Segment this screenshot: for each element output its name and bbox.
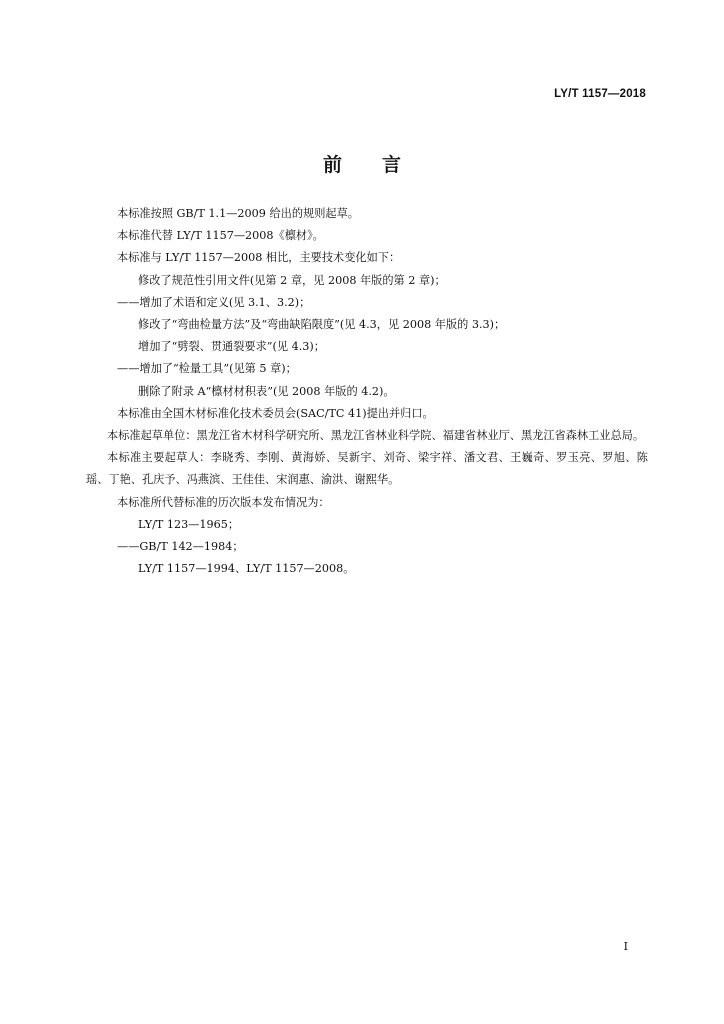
- change-item: ——增加了“检量工具”(见第 5 章)；: [117, 362, 297, 376]
- paragraph-history-intro: 本标准所代替标准的历次版本发布情况为：: [117, 495, 330, 509]
- change-item: ——增加了术语和定义(见 3.1、3.2)；: [117, 295, 311, 309]
- paragraph-replaces: 本标准代替 LY/T 1157—2008《檩材》。: [117, 229, 324, 243]
- paragraph-drafting-rules: 本标准按照 GB/T 1.1—2009 给出的规则起草。: [117, 207, 359, 220]
- title-char-1: 前: [322, 154, 342, 176]
- paragraph-drafting-units: 本标准起草单位：黑龙江省木材科学研究所、黑龙江省林业科学院、福建省林业厅、黑龙江省森林工业总局。: [107, 429, 645, 443]
- foreword-body: [86, 203, 648, 580]
- paragraph-drafters: 本标准主要起草人：李晓秀、李刚、黄海娇、吴新宇、刘奇、梁宇祥、潘文君、王巍奇、罗玉亮、罗旭、陈瑶、丁艳、孔庆予、冯燕滨、王佳佳、宋润惠、渝洪、谢熙华。: [86, 451, 648, 487]
- change-item: 删除了附录 A“檩材材积表”(见 2008 年版的 4.2)。: [138, 384, 395, 398]
- history-item: LY/T 1157—1994、LY/T 1157—2008。: [138, 562, 355, 576]
- page-title: [0, 150, 724, 177]
- page-number: I: [623, 940, 628, 953]
- change-item: 修改了规范性引用文件(见第 2 章，见 2008 年版的第 2 章)；: [138, 273, 446, 287]
- change-item: 增加了“劈裂、贯通裂要求”(见 4.3)；: [138, 340, 325, 354]
- history-item: LY/T 123—1965；: [138, 517, 240, 531]
- standard-code: LY/T 1157—2018: [554, 88, 646, 100]
- change-item: 修改了“弯曲检量方法”及“弯曲缺陷限度”(见 4.3，见 2008 年版的 3.3)；: [138, 318, 506, 332]
- title-char-2: 言: [382, 154, 402, 176]
- paragraph-changes-intro: 本标准与 LY/T 1157—2008 相比，主要技术变化如下：: [117, 251, 401, 265]
- paragraph-proposer: 本标准由全国木材标准化技术委员会(SAC/TC 41)提出并归口。: [117, 406, 434, 420]
- history-item: ——GB/T 142—1984；: [117, 540, 244, 554]
